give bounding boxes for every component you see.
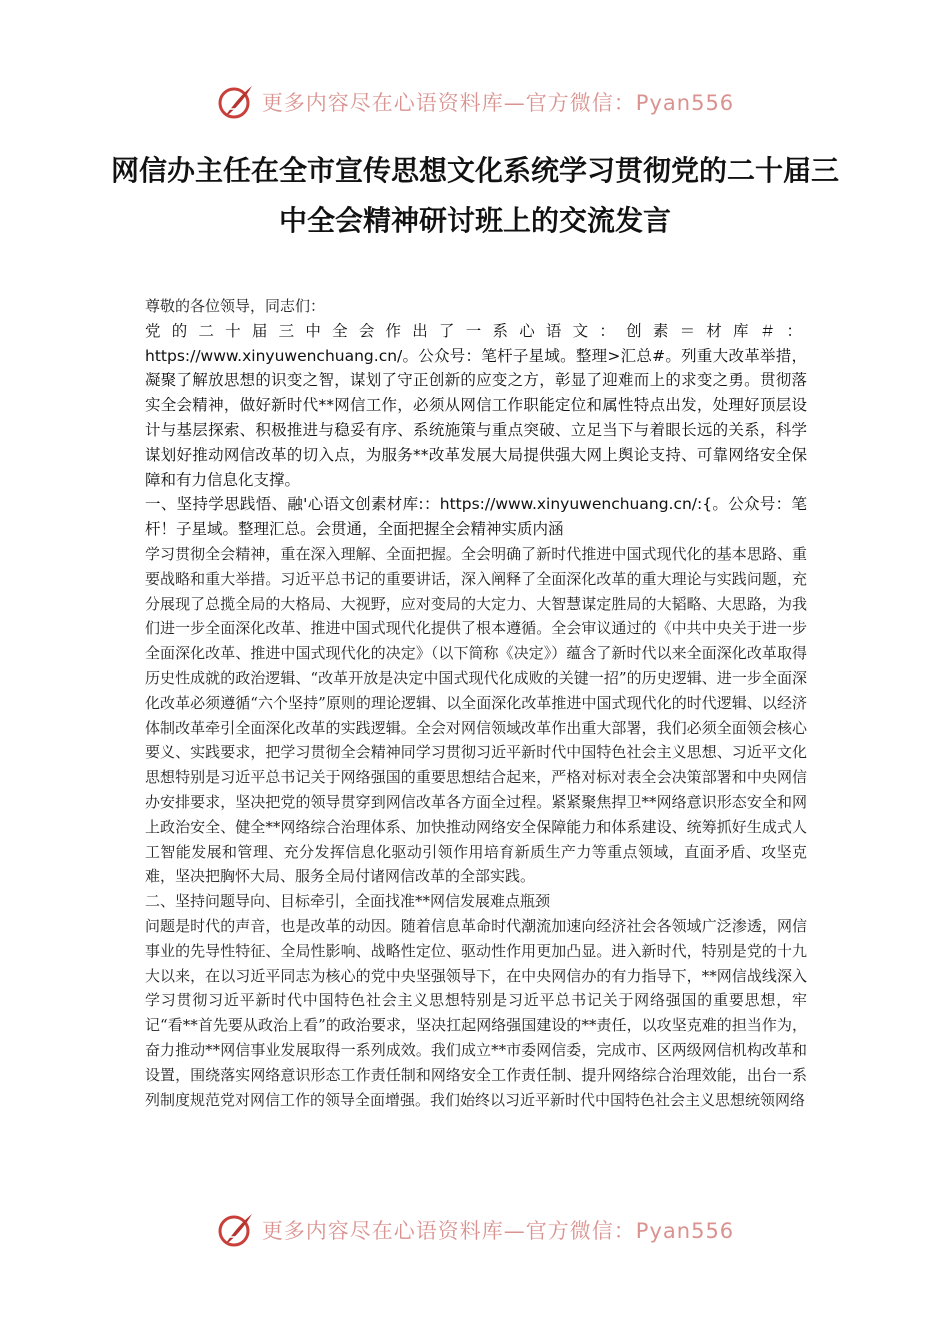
quill-circle-logo-icon [216, 1210, 256, 1250]
intro-paragraph [145, 319, 807, 493]
salutation: 尊敬的各位领导，同志们： [145, 297, 326, 315]
section-heading-1: 一、坚持学思践悟、融'心语文创素材库:：https://www.xinyuwenchuang.cn/:{。公众号：笔杆！子星域。整理汇总。会贯通，全面把握全会精神实质内涵 [145, 495, 807, 539]
section-paragraph-1: 学习贯彻全会精神，重在深入理解、全面把握。全会明确了新时代推进中国式现代化的基本思路、重要战略和重大举措。习近平总书记的重要讲话，深入阐释了全面深化改革的重大理论与实践问题，充分展现了总揽全局的大格局、大视野，应对变局的大定力、大智慧谋定胜局的大韬略、大思路，为我们进一步全面深化改革、推进中国式现代化提供了根本遵循。全会审议通过的《中共中央关于进一步全面深化改革、推进中国式现代化的决定》（以下简称《决定》）蕴含了新时代以来全面深化改革取得历史性成就的政治逻辑、“改革开放是决定中国式现代化成败的关键一招”的历史逻辑、进一步全面深化改革必须遵循“六个坚持”原则的理论逻辑、以全面深化改革推进中国式现代化的时代逻辑、以经济体制改革牵引全面深化改革的实践逻辑。全会对网信领域改革作出重大部署，我们必须全面领会核心要义、实践要求，把学习贯彻全会精神同学习贯彻习近平新时代中国特色社会主义思想、习近平文化思想特别是习近平总书记关于网络强国的重要思想结合起来，严格对标对表全会决策部署和中央网信办安排要求，坚决把党的领导贯穿到网信改革各方面全过程。紧紧聚焦捍卫**网络意识形态安全和网上政治安全、健全**网络综合治理体系、加快推动网络安全保障能力和体系建设、统筹抓好生成式人工智能发展和管理、充分发挥信息化驱动引领作用培育新质生产力等重点领域，直面矛盾、攻坚克难，坚决把胸怀大局、服务全局付诸网信改革的全部实践。 [145, 544, 807, 886]
watermark-banner-bottom [0, 1210, 950, 1250]
document-title: 网信办主任在全市宣传思想文化系统学习贯彻党的二十届三中全会精神研讨班上的交流发言 [110, 154, 839, 237]
intro-spaced-text: 党的二十届三中全会作出了一系心语文：创素＝材库＃： [145, 321, 807, 340]
document-body [145, 294, 807, 1112]
watermark-text: 更多内容尽在心语资料库—官方微信：Pyan556 [261, 91, 735, 115]
intro-rest-text: https://www.xinyuwenchuang.cn/。公众号：笔杆子星域。整理>汇总#。列重大改革举措，凝聚了解放思想的识变之智，谋划了守正创新的应变之方，彰显了迎难而上的求变之勇。贯彻落实全会精神，做好新时代**网信工作，必须从网信工作职能定位和属性特点出发，处理好顶层设计与基层探索、积极推进与稳妥有序、系统施策与重点突破、立足当下与着眼长远的关系，科学谋划好推动网信改革的切入点，为服务**改革发展大局提供强大网上舆论支持、可靠网络安全保障和有力信息化支撑。 [145, 346, 807, 489]
watermark-text: 更多内容尽在心语资料库—官方微信：Pyan556 [261, 1219, 735, 1243]
section-heading-2: 二、坚持问题导向、目标牵引，全面找准**网信发展难点瓶颈 [145, 892, 551, 911]
watermark-banner-top [0, 82, 950, 122]
section-paragraph-2: 问题是时代的声音，也是改革的动因。随着信息革命时代潮流加速向经济社会各领域广泛渗透，网信事业的先导性特征、全局性影响、战略性定位、驱动性作用更加凸显。进入新时代，特别是党的十九大以来，在以习近平同志为核心的党中央坚强领导下，在中央网信办的有力指导下，**网信战线深入学习贯彻习近平新时代中国特色社会主义思想特别是习近平总书记关于网络强国的重要思想，牢记“看**首先要从政治上看”的政治要求，坚决扛起网络强国建设的**责任，以攻坚克难的担当作为，奋力推动**网信事业发展取得一系列成效。我们成立**市委网信委，完成市、区两级网信机构改革和设置，围绕落实网络意识形态工作责任制和网络安全工作责任制、提升网络综合治理效能，出台一系列制度规范党对网信工作的领导全面增强。我们始终以习近平新时代中国特色社会主义思想统领网络 [145, 916, 807, 1109]
quill-circle-logo-icon [216, 82, 256, 122]
